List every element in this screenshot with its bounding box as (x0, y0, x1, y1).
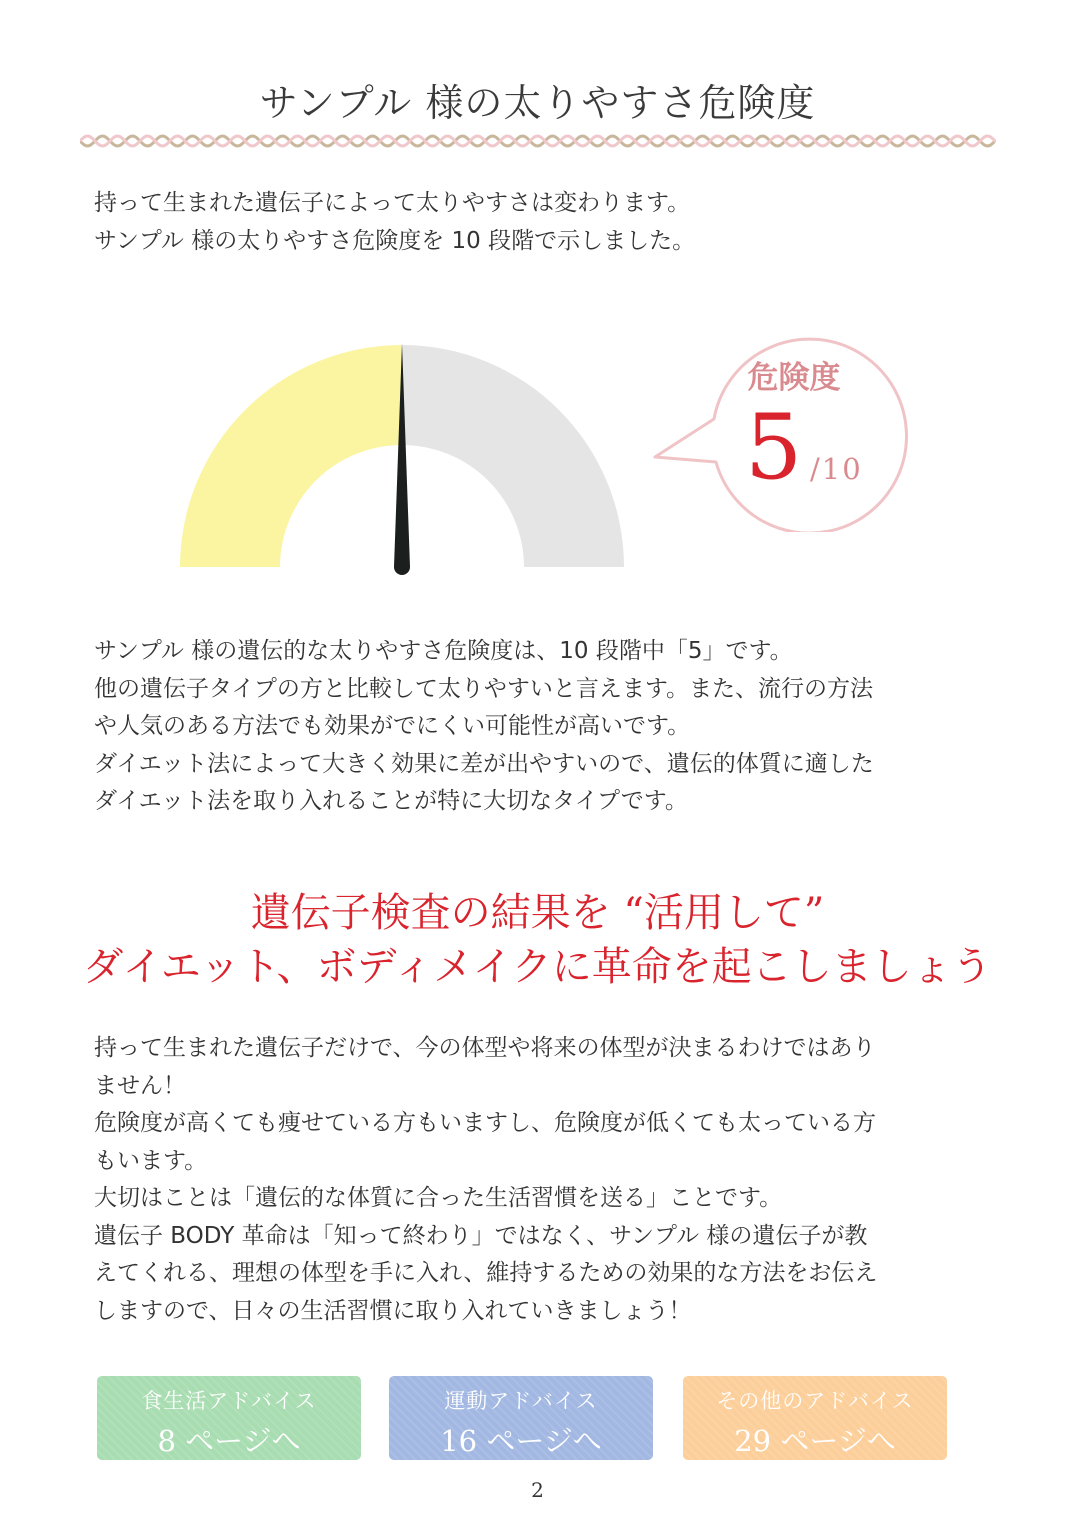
heading-line: ダイエット、ボディメイクに革命を起こしましょう (83, 944, 992, 990)
button-label: 運動アドバイス (444, 1389, 598, 1413)
risk-score: 5 (745, 395, 803, 500)
intro-line: 持って生まれた遺伝子によって太りやすさは変わります。 (94, 190, 691, 216)
result-description (94, 633, 994, 821)
page-title: サンプル 様の太りやすさ危険度 (259, 81, 816, 125)
result-line: や人気のある方法でも効果がでにくい可能性が高いです。 (94, 713, 691, 739)
heading-line: 遺伝子検査の結果を “活用して” (250, 890, 825, 936)
gauge-filled-arc (180, 345, 402, 567)
advice-line: ません！ (94, 1072, 186, 1099)
decorative-wave-divider (80, 130, 996, 152)
result-line: ダイエット法を取り入れることが特に大切なタイプです。 (94, 788, 688, 814)
risk-max: /10 (810, 452, 863, 486)
exercise-advice-button[interactable] (389, 1376, 653, 1460)
button-label: 食生活アドバイス (141, 1389, 317, 1413)
risk-gauge (0, 300, 650, 590)
advice-line: 持って生まれた遺伝子だけで、今の体型や将来の体型が決まるわけではあり (94, 1035, 876, 1061)
advice-line: えてくれる、理想の体型を手に入れ、維持するための効果的な方法をお伝え (94, 1260, 878, 1286)
intro-line: サンプル 様の太りやすさ危険度を 10 段階で示しました。 (94, 228, 696, 254)
risk-label: 危険度 (747, 360, 841, 396)
advice-line: 遺伝子 BODY 革命は「知って終わり」ではなく、サンプル 様の遺伝子が教 (94, 1222, 868, 1249)
advice-text (94, 1030, 994, 1330)
advice-line: 危険度が高くても痩せている方もいますし、危険度が低くても太っている方 (94, 1110, 876, 1136)
page-number: 2 (531, 1478, 544, 1502)
diet-advice-button[interactable] (97, 1376, 361, 1460)
result-line: ダイエット法によって大きく効果に差が出やすいので、遺伝的体質に適した (94, 750, 874, 777)
result-line: 他の遺伝子タイプの方と比較して太りやすいと言えます。また、流行の方法 (94, 675, 874, 702)
advice-line: しますので、日々の生活習慣に取り入れていきましょう！ (94, 1297, 692, 1324)
other-advice-button[interactable] (683, 1376, 947, 1460)
button-label: その他のアドバイス (716, 1389, 914, 1413)
intro-text (94, 184, 994, 260)
result-line: サンプル 様の遺伝的な太りやすさ危険度は、10 段階中「5」です。 (94, 638, 793, 664)
advice-line: 大切はことは「遺伝的な体質に合った生活習慣を送る」ことです。 (94, 1185, 783, 1211)
button-page-link: 8 ページへ (157, 1424, 301, 1458)
button-page-link: 16 ページへ (440, 1424, 602, 1458)
gauge-empty-arc (402, 345, 624, 567)
advice-line: もいます。 (94, 1147, 208, 1174)
button-page-link: 29 ページへ (734, 1424, 896, 1458)
section-heading (0, 886, 1075, 994)
